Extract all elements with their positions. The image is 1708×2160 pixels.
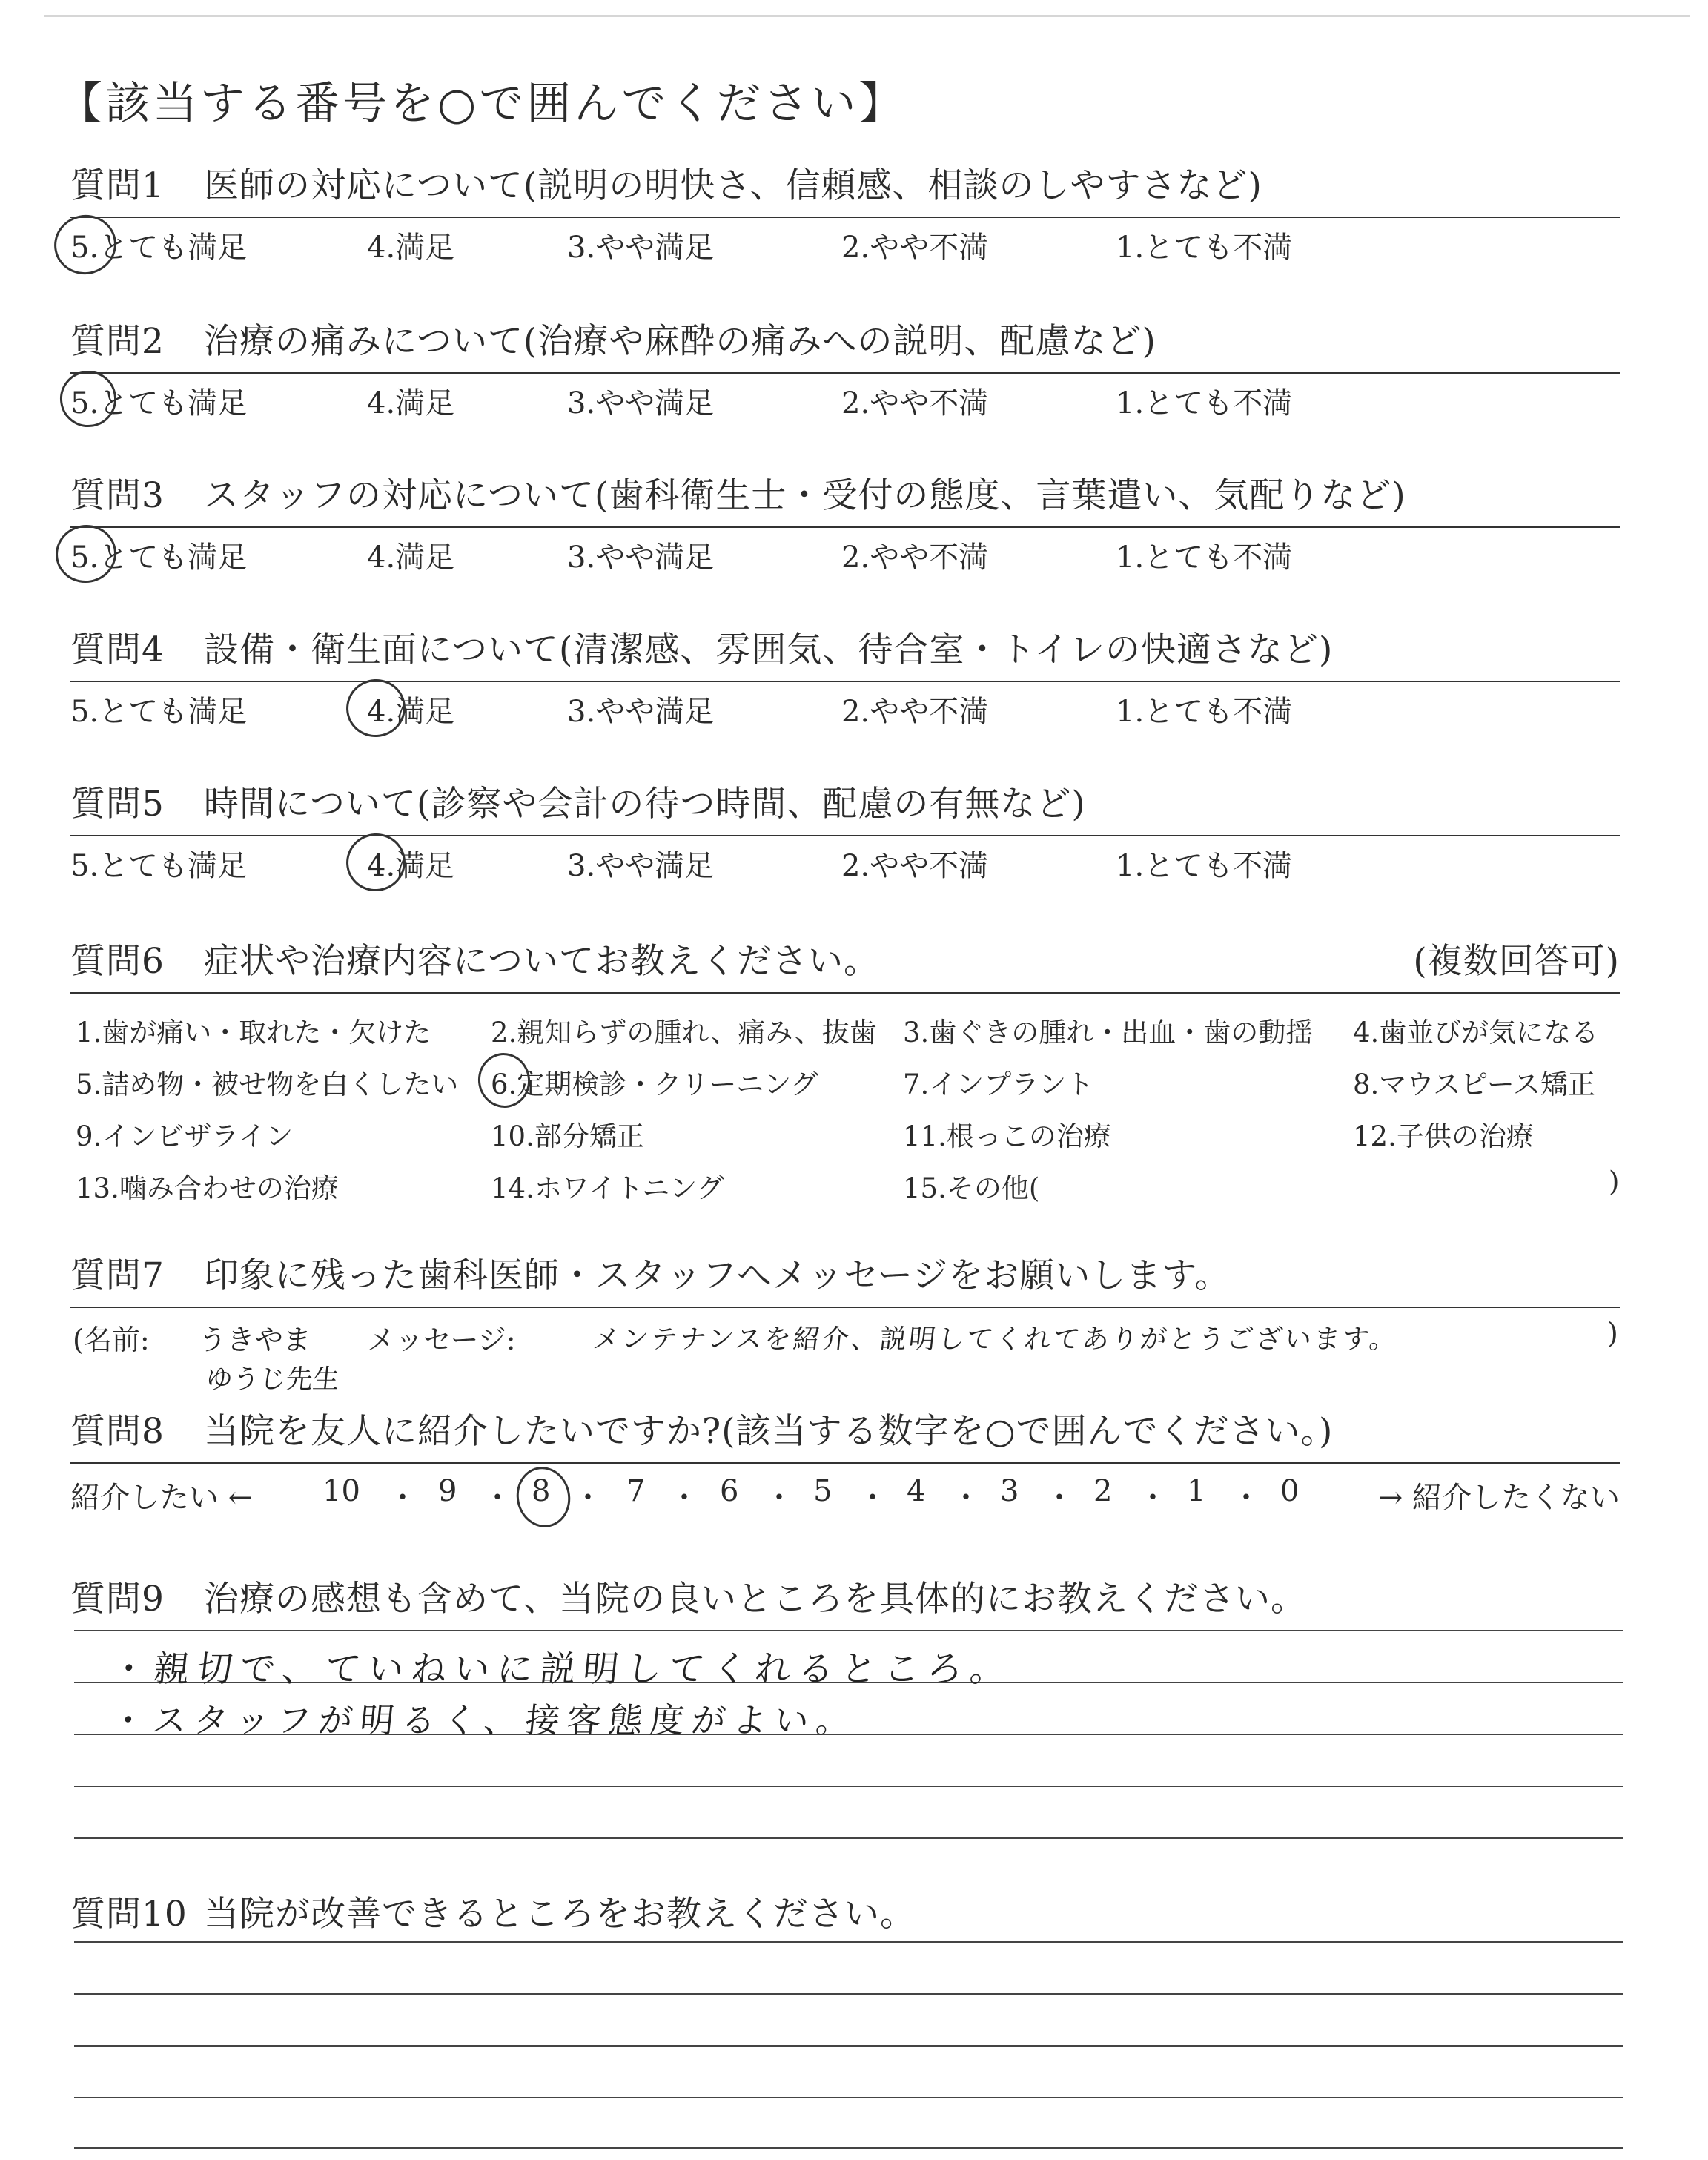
- option-2[interactable]: 2.やや不満: [841, 386, 989, 420]
- question-6: [70, 940, 1620, 994]
- question-number: 質問4: [70, 630, 165, 670]
- question-10: [70, 1893, 1620, 1936]
- selection-circle: [474, 1048, 534, 1112]
- selection-circle: [511, 1462, 575, 1532]
- scale-value[interactable]: 6: [720, 1474, 739, 1508]
- question-number: 質問1: [70, 165, 165, 206]
- symptom-item[interactable]: 8.マウスピース矯正: [1353, 1069, 1595, 1100]
- recommend-scale: [70, 1474, 1620, 1519]
- answer-line: [74, 2147, 1623, 2149]
- selection-circle: [49, 209, 122, 280]
- option-4[interactable]: 4.満足: [367, 849, 455, 883]
- question-title: 当院が改善できるところをお教えください。: [204, 1894, 916, 1935]
- scale-dot: ・: [1231, 1481, 1261, 1515]
- other-close-paren: ): [1609, 1166, 1620, 1198]
- question-title: 印象に残った歯科医師・スタッフへメッセージをお願いします。: [204, 1255, 1231, 1296]
- answer-line: [74, 1630, 1623, 1631]
- answer-line: [74, 2045, 1623, 2047]
- option-2[interactable]: 2.やや不満: [841, 231, 989, 265]
- question-1: [70, 165, 1620, 265]
- scale-value[interactable]: 2: [1093, 1474, 1113, 1508]
- scale-dot: ・: [764, 1481, 794, 1515]
- question-number: 質問5: [70, 784, 165, 825]
- question-4: [70, 629, 1620, 727]
- option-5[interactable]: 5.とても満足: [70, 541, 248, 575]
- question-number: 質問6: [70, 941, 165, 982]
- multi-answer-note: (複数回答可): [1413, 941, 1620, 982]
- scale-value[interactable]: 8: [532, 1474, 551, 1508]
- scale-dot: ・: [388, 1481, 417, 1515]
- option-2[interactable]: 2.やや不満: [841, 541, 989, 575]
- scale-dot: ・: [858, 1481, 887, 1515]
- name-label: (名前:: [73, 1324, 150, 1356]
- option-1[interactable]: 1.とても不満: [1116, 386, 1293, 420]
- option-3[interactable]: 3.やや満足: [567, 231, 715, 265]
- symptom-item[interactable]: 5.詰め物・被せ物を白くしたい: [76, 1069, 459, 1100]
- selection-circle: [340, 673, 411, 743]
- symptom-item[interactable]: 3.歯ぐきの腫れ・出血・歯の動揺: [903, 1017, 1314, 1048]
- symptom-item[interactable]: 1.歯が痛い・取れた・欠けた: [76, 1017, 431, 1048]
- message-label: メッセージ:: [367, 1324, 516, 1356]
- rating-options: [70, 218, 1620, 265]
- symptom-item[interactable]: 15.その他(: [903, 1172, 1040, 1204]
- rating-options: [70, 836, 1620, 881]
- page-header: 【該当する番号を○で囲んでください】: [58, 78, 907, 130]
- option-4[interactable]: 4.満足: [367, 231, 455, 265]
- question-title: 時間について(診察や会計の待つ時間、配慮の有無など): [204, 784, 1086, 825]
- question-2: [70, 320, 1620, 418]
- option-2[interactable]: 2.やや不満: [841, 849, 989, 883]
- option-4[interactable]: 4.満足: [367, 695, 455, 729]
- handwritten-name: うきやま: [196, 1324, 313, 1356]
- answer-line: [74, 2097, 1623, 2098]
- question-title: 治療の痛みについて(治療や麻酔の痛みへの説明、配慮など): [204, 321, 1156, 362]
- symptom-item[interactable]: 6.定期検診・クリーニング: [491, 1069, 818, 1100]
- symptom-item[interactable]: 4.歯並びが気になる: [1353, 1017, 1599, 1048]
- scale-value[interactable]: 10: [322, 1474, 360, 1508]
- option-1[interactable]: 1.とても不満: [1116, 231, 1293, 265]
- option-2[interactable]: 2.やや不満: [841, 695, 989, 729]
- option-5[interactable]: 5.とても満足: [70, 849, 248, 883]
- question-number: 質問7: [70, 1255, 165, 1296]
- handwritten-message: メンテナンスを紹介、説明してくれてありがとうございます。: [591, 1324, 1400, 1355]
- question-3: [70, 475, 1620, 575]
- symptom-item[interactable]: 10.部分矯正: [491, 1120, 644, 1152]
- symptom-item[interactable]: 7.インプラント: [903, 1069, 1094, 1100]
- scale-dot: ・: [951, 1481, 981, 1515]
- question-number: 質問2: [70, 321, 165, 362]
- option-4[interactable]: 4.満足: [367, 386, 455, 420]
- scale-value[interactable]: 0: [1280, 1474, 1300, 1508]
- option-5[interactable]: 5.とても満足: [70, 695, 248, 729]
- question-number: 質問3: [70, 475, 165, 516]
- rating-options: [70, 682, 1620, 727]
- selection-circle: [51, 520, 121, 587]
- option-5[interactable]: 5.とても満足: [70, 231, 248, 265]
- question-8: [70, 1410, 1620, 1464]
- divider: [70, 992, 1620, 994]
- message-close-paren: ): [1607, 1317, 1618, 1350]
- option-3[interactable]: 3.やや満足: [567, 386, 715, 420]
- answer-line: [74, 1786, 1623, 1787]
- scale-value[interactable]: 9: [438, 1474, 457, 1508]
- symptom-item[interactable]: 2.親知らずの腫れ、痛み、抜歯: [491, 1017, 877, 1048]
- question-title: スタッフの対応について(歯科衛生士・受付の態度、言葉遣い、気配りなど): [204, 475, 1406, 516]
- scale-value[interactable]: 4: [907, 1474, 926, 1508]
- handwritten-name: ゆうじ先生: [204, 1364, 341, 1395]
- question-title: 症状や治療内容についてお教えください。: [204, 941, 880, 982]
- option-1[interactable]: 1.とても不満: [1116, 849, 1293, 883]
- question-title: 医師の対応について(説明の明快さ、信頼感、相談のしやすさなど): [204, 165, 1262, 206]
- scale-dot: ・: [1045, 1481, 1074, 1515]
- scale-value[interactable]: 7: [626, 1474, 646, 1508]
- symptom-item[interactable]: 14.ホワイトニング: [491, 1172, 724, 1204]
- question-7: [70, 1255, 1620, 1308]
- symptom-item[interactable]: 11.根っこの治療: [903, 1120, 1111, 1152]
- scan-top-edge: [44, 15, 1690, 17]
- symptom-item[interactable]: 13.噛み合わせの治療: [76, 1172, 339, 1204]
- handwritten-answer: ・スタッフが明るく、接客態度がよい。: [108, 1700, 860, 1740]
- handwritten-answer: ・親切で、ていねいに説明してくれるところ。: [108, 1648, 1016, 1690]
- answer-line: [74, 1837, 1623, 1839]
- scale-dot: ・: [1138, 1481, 1168, 1515]
- option-1[interactable]: 1.とても不満: [1116, 695, 1293, 729]
- selection-circle: [340, 827, 411, 897]
- symptom-item[interactable]: 9.インビザライン: [76, 1120, 294, 1152]
- question-number: 質問9: [70, 1579, 165, 1619]
- scale-dot: ・: [483, 1481, 512, 1515]
- divider: [70, 1307, 1620, 1308]
- scale-value[interactable]: 3: [1000, 1474, 1019, 1508]
- option-4[interactable]: 4.満足: [367, 541, 455, 575]
- question-number: 質問10: [70, 1894, 188, 1935]
- answer-line: [74, 1941, 1623, 1943]
- option-3[interactable]: 3.やや満足: [567, 541, 715, 575]
- divider: [70, 1462, 1620, 1464]
- scale-value[interactable]: 5: [813, 1474, 833, 1508]
- option-5[interactable]: 5.とても満足: [70, 386, 248, 420]
- symptom-item[interactable]: 12.子供の治療: [1353, 1120, 1534, 1152]
- option-3[interactable]: 3.やや満足: [567, 695, 715, 729]
- scale-dot: ・: [573, 1481, 603, 1515]
- scale-dot: ・: [669, 1481, 699, 1515]
- rating-options: [70, 528, 1620, 575]
- option-1[interactable]: 1.とても不満: [1116, 541, 1293, 575]
- question-number: 質問8: [70, 1411, 165, 1452]
- question-title: 当院を友人に紹介したいですか?(該当する数字を○で囲んでください。): [204, 1411, 1334, 1452]
- question-5: [70, 783, 1620, 881]
- scale-left-label: 紹介したい ←: [70, 1481, 254, 1515]
- answer-line: [74, 1993, 1623, 1995]
- question-title: 設備・衛生面について(清潔感、雰囲気、待合室・トイレの快適さなど): [204, 630, 1334, 670]
- option-3[interactable]: 3.やや満足: [567, 849, 715, 883]
- question-9: [70, 1578, 1620, 1621]
- scale-right-label: → 紹介したくない: [1377, 1481, 1620, 1515]
- scale-value[interactable]: 1: [1187, 1474, 1206, 1508]
- question-title: 治療の感想も含めて、当院の良いところを具体的にお教えください。: [204, 1579, 1307, 1619]
- rating-options: [70, 374, 1620, 418]
